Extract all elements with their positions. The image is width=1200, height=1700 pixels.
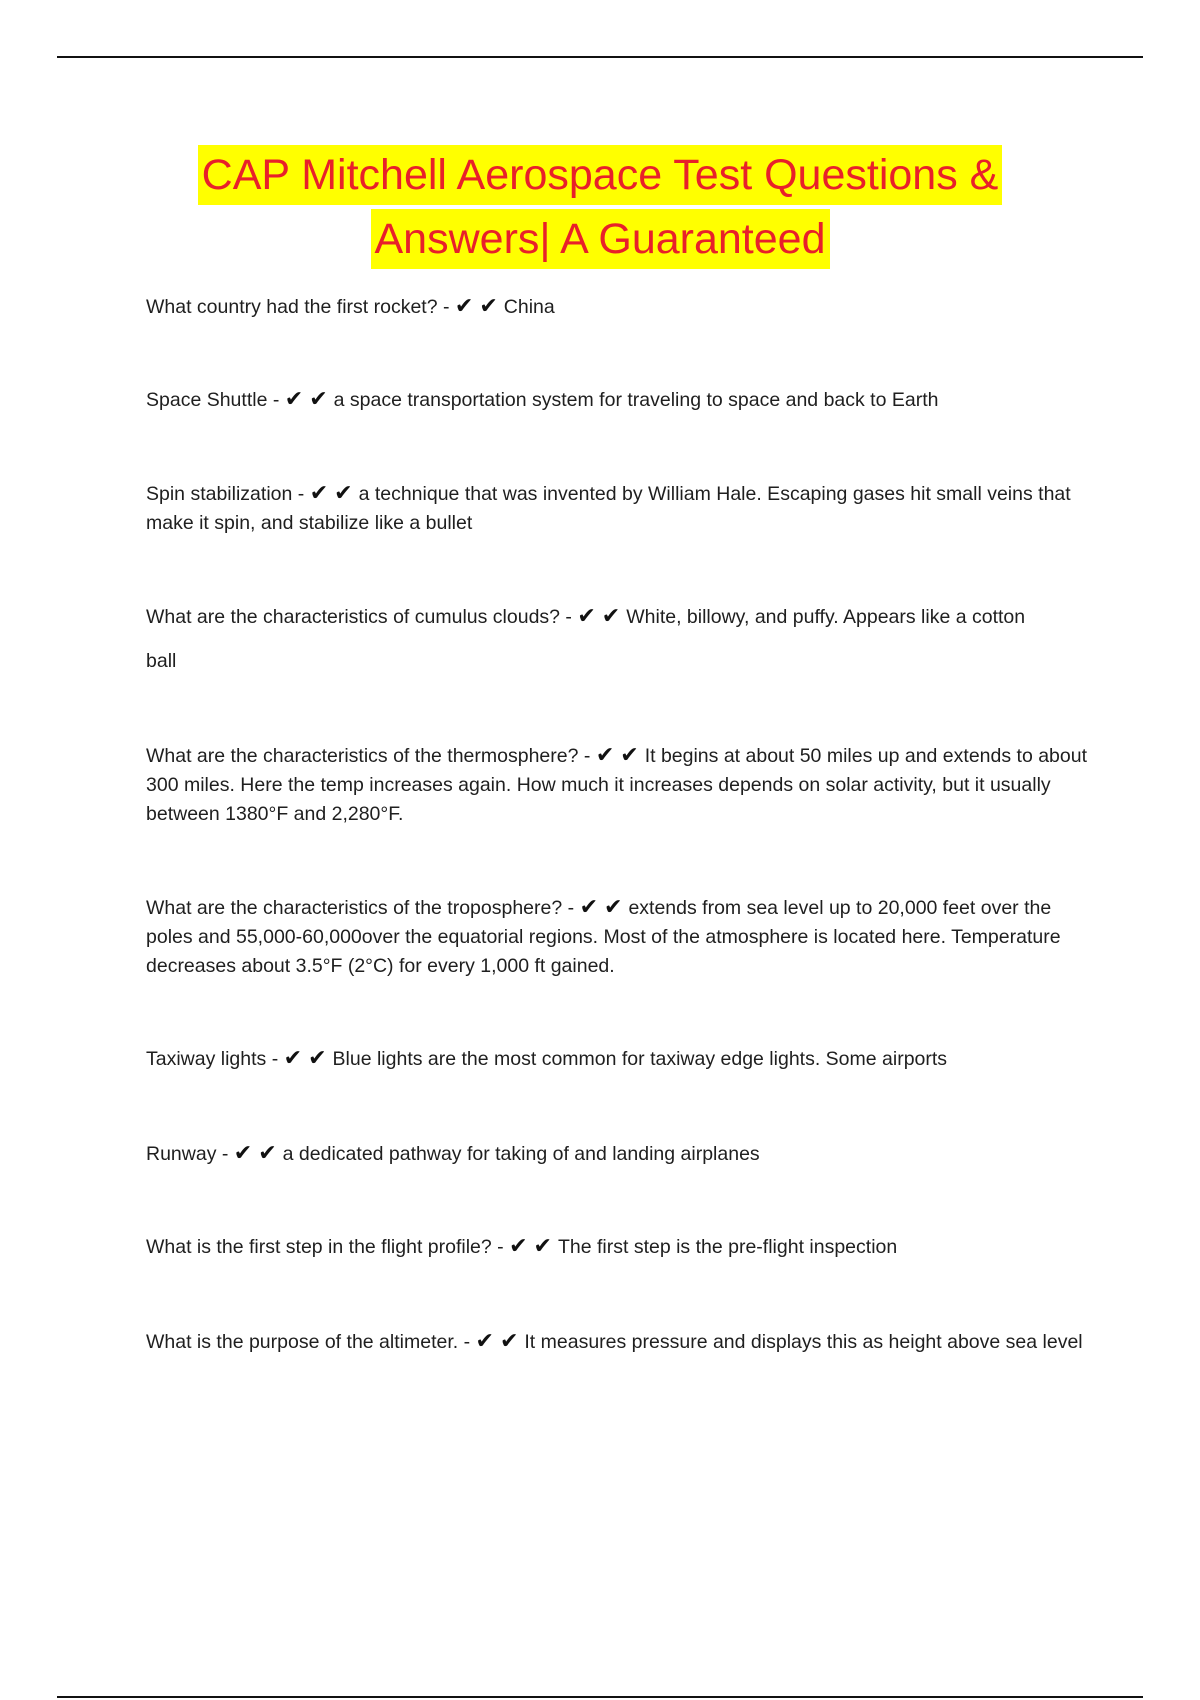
double-check-icon: ✔✔ [284,387,334,412]
answer-text: Blue lights are the most common for taxiway edge lights. Some airports [332,1048,948,1070]
answer-text-continued: ball [146,650,177,672]
top-rule [57,56,1143,58]
question-text: What is the purpose of the altimeter. [146,1331,459,1353]
double-check-icon: ✔✔ [475,1329,525,1354]
answer-text: a space transportation system for traveling to space and back to Earth [333,389,939,411]
question-text: Runway [146,1143,217,1165]
question-text: What are the characteristics of the thermosphere? [146,745,579,767]
separator: - [216,1143,234,1165]
answer-text: It measures pressure and displays this as height above sea level [524,1331,1083,1353]
answer-text: extends from sea level up to 20,000 feet over the poles and 55,000-60,000over the equatorial regions. Most of the atmosphere is located here. Temperature decreases about 3.5°F (2°C) for every 1,000 ft gained. [146,897,1061,977]
title-line-2: Answers| A Guaranteed [371,209,830,269]
qa-item [146,1327,1090,1357]
answer-text: It begins at about 50 miles up and extends to about 300 miles. Here the temp increases again. How much it increases depends on solar activity, but it usually between 1380°F and 2,280°F. [146,745,1087,825]
separator: - [267,389,285,411]
answer-text: The first step is the pre-flight inspection [557,1236,898,1258]
qa-item [146,292,1090,322]
separator: - [562,897,580,919]
answer-text: China [503,296,555,318]
answer-text: White, billowy, and puffy. Appears like a cotton [626,606,1026,628]
qa-item [146,893,1090,981]
qa-item [146,1139,1090,1169]
question-text: What is the first step in the flight profile? [146,1236,492,1258]
separator: - [292,483,310,505]
answer-text: a dedicated pathway for taking of and landing airplanes [282,1143,760,1165]
question-text: Space Shuttle [146,389,268,411]
double-check-icon: ✔✔ [577,604,627,629]
document-title [0,145,1200,269]
separator: - [578,745,596,767]
separator: - [437,296,455,318]
title-line-1: CAP Mitchell Aerospace Test Questions & [198,145,1003,205]
bottom-rule [57,1696,1143,1698]
double-check-icon: ✔✔ [595,743,645,768]
qa-item [146,1044,1090,1074]
qa-item [146,385,1090,415]
question-text: Taxiway lights [146,1048,267,1070]
double-check-icon: ✔✔ [454,294,504,319]
separator: - [560,606,578,628]
qa-item [146,479,1090,538]
question-text: Spin stabilization [146,483,293,505]
double-check-icon: ✔✔ [309,481,359,506]
double-check-icon: ✔✔ [509,1234,558,1259]
qa-item [146,741,1090,829]
double-check-icon: ✔✔ [233,1141,283,1166]
separator: - [491,1236,510,1258]
double-check-icon: ✔✔ [283,1046,333,1071]
question-text: What are the characteristics of cumulus clouds? [146,606,561,628]
qa-item [146,602,1090,676]
double-check-icon: ✔✔ [579,895,629,920]
question-text: What are the characteristics of the troposphere? [146,897,563,919]
separator: - [458,1331,476,1353]
answer-text: a technique that was invented by William Hale. Escaping gases hit small veins that make it spin, and stabilize like a bullet [146,483,1071,534]
qa-item [146,1232,1090,1262]
separator: - [266,1048,284,1070]
question-text: What country had the first rocket? [146,296,438,318]
